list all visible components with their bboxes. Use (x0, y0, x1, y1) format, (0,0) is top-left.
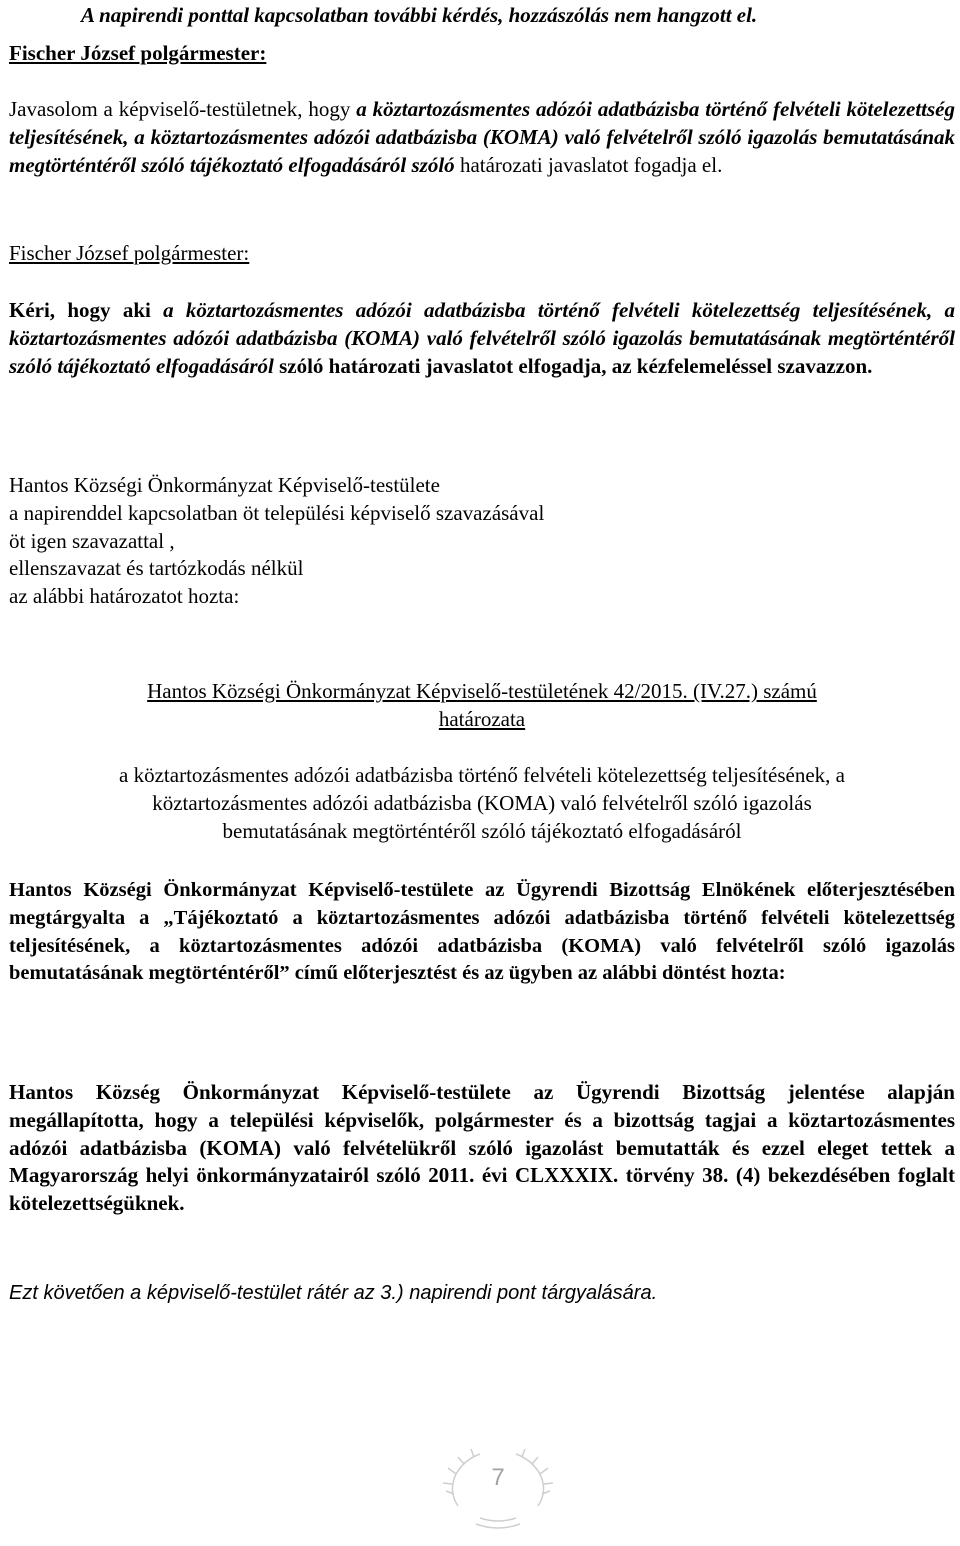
resolution-decision-paragraph: Hantos Község Önkormányzat Képviselő-testülete az Ügyrendi Bizottság jelentése alapján megállapította, hogy a települési képviselők, polgármester és a bizottság tagjai a köztartozásmentes adózói adatbázisba (KOMA) való felvételükről szóló igazolást bemutatták és ezzel eleget tettek a Magyarország helyi önkormányzatairól szóló 2011. évi CLXXXIX. törvény 38. (4) bekezdésében foglalt kötelezettségüknek. (9, 1080, 955, 1216)
vote-request-closing: szóló határozati javaslatot elfogadja, az kézfelemeléssel szavazzon. (273, 353, 873, 378)
vote-body: Hantos Községi Önkormányzat Képviselő-testülete (9, 473, 440, 497)
resolution-subject-line3: bemutatásának megtörténtéről szóló tájékoztató elfogadásáról (222, 818, 742, 843)
proposal-subject: a köztartozásmentes adózói adatbázisba történő felvételi kötelezettség teljesítésének, a köztartozásmentes adózói adatbázisba (KOMA) való felvételről szóló igazolás bemutatásának megtörténtéről szóló tájékoztató elfogadásáról szóló (9, 97, 955, 177)
speaker-heading-2: Fischer József polgármester: (9, 241, 250, 265)
vote-no-abstain: ellenszavazat és tartózkodás nélkül (9, 556, 304, 581)
vote-decision-intro: az alábbi határozatot hozta: (9, 584, 240, 609)
page-number-footer (0, 1436, 960, 1546)
resolution-subject (9, 762, 955, 845)
resolution-preamble-paragraph: Hantos Községi Önkormányzat Képviselő-testülete az Ügyrendi Bizottság Elnökének előterjesztésében megtárgyalta a „Tájékoztató a köztartozásmentes adózói adatbázisba történő felvételi kötelezettség teljesítésének, a köztartozásmentes adózói adatbázisba (KOMA) való felvételről szóló igazolás bemutatásának megtörténtéről” című előterjesztést és az ügyben az alábbi döntést hozta: (9, 879, 955, 985)
vote-yes-count: öt igen szavazattal , (9, 528, 175, 553)
vote-request-paragraph (9, 297, 955, 380)
proposal-intro: Javasolom a képviselő-testületnek, hogy (9, 97, 357, 121)
vote-context: a napirenddel kapcsolatban öt települési képviselő szavazásával (9, 500, 545, 525)
vote-result-block (9, 472, 955, 611)
agenda-no-questions-note: A napirendi ponttal kapcsolatban további kérdés, hozzászólás nem hangzott el. (81, 3, 758, 27)
proposal-closing: határozati javaslatot fogadja el. (454, 152, 723, 177)
speaker-heading-1: Fischer József polgármester: (9, 41, 267, 65)
vote-request-intro: Kéri, hogy aki (9, 298, 164, 322)
closing-transition-note: Ezt követően a képviselő-testület rátér az 3.) napirendi pont tárgyalására. (9, 1282, 658, 1304)
proposal-paragraph (9, 96, 955, 179)
resolution-title-line2: határozata (438, 706, 526, 731)
page-number: 7 (491, 1464, 505, 1491)
resolution-title (9, 678, 955, 734)
resolution-title-line1: Hantos Községi Önkormányzat Képviselő-testületének 42/2015. (IV.27.) számú (147, 679, 817, 703)
resolution-subject-line2: köztartozásmentes adózói adatbázisba (KOMA) való felvételről szóló igazolás (152, 790, 812, 815)
resolution-subject-line1: a köztartozásmentes adózói adatbázisba történő felvételi kötelezettség teljesítésének, a (119, 763, 845, 787)
vote-request-subject: a köztartozásmentes adózói adatbázisba történő felvételi kötelezettség teljesítésének, a köztartozásmentes adózói adatbázisba (KOMA) való felvételről szóló igazolás bemutatásának megtörténtéről szóló tájékoztató elfogadásáról (9, 298, 955, 378)
